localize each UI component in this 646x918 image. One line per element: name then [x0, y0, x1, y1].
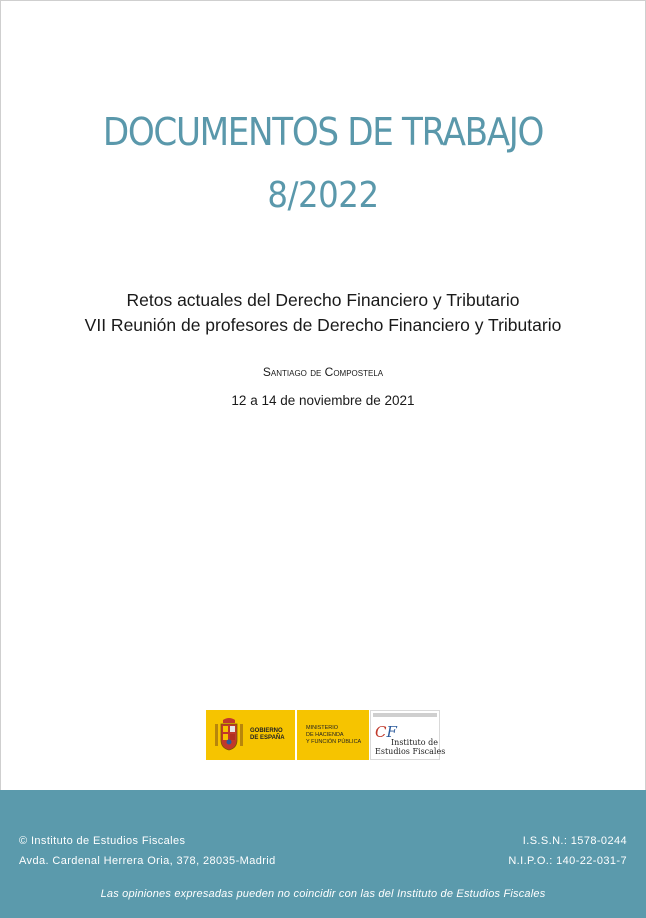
- ministerio-logo: [297, 710, 369, 760]
- ministerio-text: [306, 725, 361, 746]
- footer-issn: I.S.S.N.: 1578-0244: [522, 835, 627, 847]
- gobierno-line-2: DE ESPAÑA: [250, 735, 285, 741]
- ief-monogram-icon: CF: [375, 723, 397, 741]
- event-location: Santiago de Compostela: [262, 365, 384, 379]
- event-dates: 12 a 14 de noviembre de 2021: [231, 393, 415, 408]
- series-title: DOCUMENTOS DE TRABAJO: [102, 110, 544, 154]
- footer-band: [0, 790, 646, 918]
- ief-line-1: Instituto de: [391, 738, 438, 747]
- ief-line-2: Estudios Fiscales: [375, 747, 446, 756]
- gobierno-text: [250, 728, 285, 742]
- subtitle-line-1: Retos actuales del Derecho Financiero y Tributario: [126, 290, 520, 310]
- ministerio-line-1: MINISTERIO: [306, 724, 339, 731]
- document-number: 8/2022: [267, 175, 379, 216]
- ief-logo-bar: [373, 713, 437, 717]
- ief-logo: [370, 710, 446, 760]
- institutional-logos: [206, 710, 446, 760]
- footer-disclaimer: Las opiniones expresadas pueden no coincidir con las del Instituto de Estudios Fiscales: [100, 888, 546, 900]
- subtitle-line-2: VII Reunión de profesores de Derecho Financiero y Tributario: [84, 315, 562, 335]
- gobierno-line-1: GOBIERNO: [250, 728, 283, 734]
- footer-copyright: © Instituto de Estudios Fiscales: [19, 835, 186, 847]
- ministerio-line-2: DE HACIENDA: [306, 731, 344, 738]
- coat-of-arms-icon: [214, 716, 244, 754]
- footer-address: Avda. Cardenal Herrera Oria, 378, 28035-Madrid: [19, 855, 276, 867]
- ief-text: [375, 738, 445, 756]
- footer-nipo: N.I.P.O.: 140-22-031-7: [508, 855, 627, 867]
- ministerio-line-3: Y FUNCIÓN PÚBLICA: [306, 738, 362, 745]
- gobierno-logo: [206, 710, 295, 760]
